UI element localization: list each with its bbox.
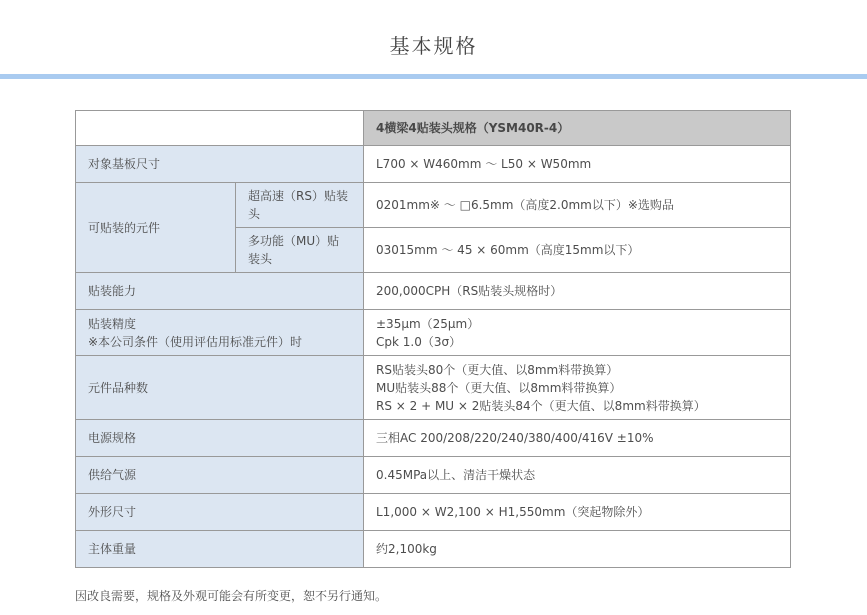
- spec-table-header: 4横梁4贴装头规格（YSM40R-4）: [364, 111, 791, 146]
- row-label-component-types: 元件品种数: [76, 356, 364, 420]
- row-sublabel-mu-head: 多功能（MU）贴装头: [236, 228, 364, 273]
- row-label-accuracy: [76, 310, 364, 356]
- row-value-air-supply: 0.45MPa以上、清洁干燥状态: [364, 457, 791, 494]
- table-row-weight: [76, 531, 791, 568]
- row-label-mountable-components: 可贴装的元件: [76, 183, 236, 273]
- row-value-board-size: L700 × W460mm ～ L50 × W50mm: [364, 146, 791, 183]
- table-row-rs-head: [76, 183, 791, 228]
- header-spacer: [76, 111, 364, 146]
- row-sublabel-rs-head: 超高速（RS）贴装头: [236, 183, 364, 228]
- row-value-rs-head: 0201mm※ ～ □6.5mm（高度2.0mm以下）※选购品: [364, 183, 791, 228]
- accuracy-label-line1: 贴装精度: [88, 316, 137, 331]
- table-row-power: [76, 420, 791, 457]
- footer-note: 因改良需要，规格及外观可能会有所变更，恕不另行通知。: [75, 589, 388, 603]
- accuracy-label-line2: ※本公司条件（使用评估用标准元件）时: [88, 334, 303, 349]
- row-value-component-types: [364, 356, 791, 420]
- row-value-accuracy: [364, 310, 791, 356]
- table-row-board-size: [76, 146, 791, 183]
- table-row-accuracy: [76, 310, 791, 356]
- row-value-mu-head: 03015mm ～ 45 × 60mm（高度15mm以下）: [364, 228, 791, 273]
- row-value-dimensions: L1,000 × W2,100 × H1,550mm（突起物除外）: [364, 494, 791, 531]
- table-row-air-supply: [76, 457, 791, 494]
- component-types-line3: RS × 2 + MU × 2贴装头84个（更大值、以8mm料带换算）: [376, 398, 706, 413]
- title-divider: [0, 74, 867, 79]
- row-label-air-supply: 供给气源: [76, 457, 364, 494]
- component-types-line2: MU贴装头88个（更大值、以8mm料带换算）: [376, 380, 622, 395]
- row-value-weight: 约2,100kg: [364, 531, 791, 568]
- row-label-dimensions: 外形尺寸: [76, 494, 364, 531]
- page: [0, 30, 867, 604]
- table-row-capacity: [76, 273, 791, 310]
- component-types-line1: RS贴装头80个（更大值、以8mm料带换算）: [376, 362, 619, 377]
- table-row-dimensions: [76, 494, 791, 531]
- table-row-component-types: [76, 356, 791, 420]
- row-label-weight: 主体重量: [76, 531, 364, 568]
- spec-table: [75, 110, 791, 568]
- accuracy-value-line2: Cpk 1.0（3σ）: [376, 334, 462, 349]
- row-value-capacity: 200,000CPH（RS贴装头规格时）: [364, 273, 791, 310]
- accuracy-value-line1: ±35μm（25μm）: [376, 316, 480, 331]
- table-header-row: [76, 111, 791, 146]
- page-title: 基本规格: [389, 34, 478, 58]
- row-label-capacity: 贴装能力: [76, 273, 364, 310]
- row-label-power: 电源规格: [76, 420, 364, 457]
- row-value-power: 三相AC 200/208/220/240/380/400/416V ±10%: [364, 420, 791, 457]
- row-label-board-size: 对象基板尺寸: [76, 146, 364, 183]
